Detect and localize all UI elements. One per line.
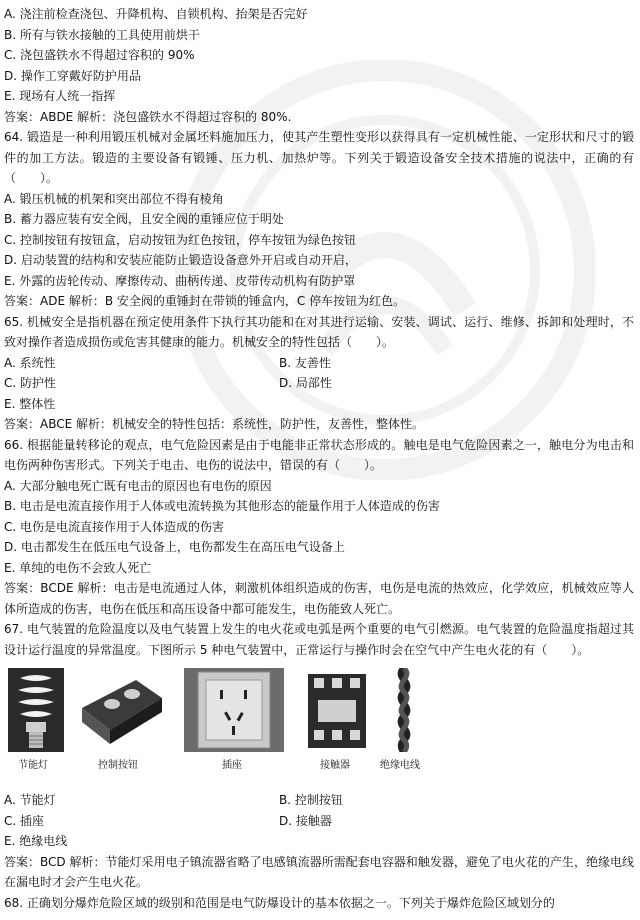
option-line: B. 电击是电流直接作用于人体或电流转换为其他形态的能量作用于人体造成的伤害 bbox=[4, 499, 440, 513]
question-64: 64. 锻造是一种利用锻压机械对金属坯料施加压力，使其产生塑性变形以获得具有一定机械性能、一定形状和尺寸的锻件的加工方法。锻造的主要设备有锻锤、压力机、加热炉等。下列关于锻造设备安全技术措施的说法中，正确的有（ ）。 bbox=[4, 130, 634, 185]
option-line: A. 浇注前检查浇包、升降机构、自锁机构、抬架是否完好 bbox=[4, 7, 308, 21]
option: C. 防护性 bbox=[4, 376, 57, 390]
option-line: E. 绝缘电线 bbox=[4, 834, 68, 848]
answer-paragraph: 答案：BCD 解析：节能灯采用电子镇流器省略了电感镇流器所需配套电容器和触发器，避免了电火花的产生，绝缘电线在漏电时才会产生电火花。 bbox=[4, 854, 634, 889]
option-row bbox=[4, 790, 634, 811]
option: A. 节能灯 bbox=[4, 793, 56, 807]
image-caption: 插座 bbox=[222, 760, 242, 771]
option: C. 插座 bbox=[4, 813, 45, 828]
image-caption: 绝缘电线 bbox=[380, 760, 420, 771]
option-line: D. 启动装置的结构和安装应能防止锻造设备意外开启或自动开启， bbox=[4, 253, 357, 267]
document-body bbox=[4, 4, 634, 913]
image-caption: 节能灯 bbox=[18, 760, 48, 771]
option-line: A. 大部分触电死亡既有电击的原因也有电伤的原因 bbox=[4, 478, 272, 493]
option: D. 局部性 bbox=[279, 376, 332, 390]
question-66: 66. 根据能量转移论的观点，电气危险因素是由于电能非正常状态形成的。触电是电气危险因素之一，触电分为电击和电伤两种伤害形式。下列关于电击、电伤的说法中，错误的有（ ）。 bbox=[4, 437, 634, 472]
question-68: 68. 正确划分爆炸危险区域的级别和范围是电气防爆设计的基本依据之一。下列关于爆炸危险区域划分的 bbox=[4, 895, 555, 910]
option-line: C. 浇包盛铁水不得超过容积的 90% bbox=[4, 48, 195, 62]
option-line: C. 电伤是电流直接作用于人体造成的伤害 bbox=[4, 519, 225, 534]
option: B. 友善性 bbox=[279, 355, 331, 370]
option: B. 控制按钮 bbox=[279, 793, 343, 807]
option-line: D. 操作工穿戴好防护用品 bbox=[4, 68, 141, 83]
option-line: D. 电击都发生在低压电气设备上，电伤都发生在高压电气设备上 bbox=[4, 540, 345, 554]
option-line: E. 现场有人统一指挥 bbox=[4, 89, 116, 103]
question-67: 67. 电气装置的危险温度以及电气装置上发生的电火花或电弧是两个重要的电气引燃源。电气装置的危险温度指超过其设计运行温度的异常温度。下图所示 5 种电气装置中，正常运行与操作时会在空气中产生电火花的有（ ）。 bbox=[4, 622, 634, 657]
control-button-image bbox=[76, 668, 168, 752]
option-line: E. 整体性 bbox=[4, 396, 56, 411]
answer-line: 答案：ABCE 解析：机械安全的特性包括：系统性，防护性，友善性，整体性。 bbox=[4, 417, 425, 431]
option-row bbox=[4, 373, 634, 394]
image-caption: 接触器 bbox=[320, 760, 350, 771]
option-line: A. 锻压机械的机架和突出部位不得有棱角 bbox=[4, 191, 224, 206]
answer-line: 答案：ABDE 解析：浇包盛铁水不得超过容积的 80%. bbox=[4, 109, 292, 124]
device-images bbox=[4, 668, 634, 788]
energy-saving-lamp-image bbox=[8, 668, 64, 752]
contactor-image bbox=[304, 668, 370, 752]
option-line: E. 外露的齿轮传动、摩擦传动、曲柄传递、皮带传动机构有防护罩 bbox=[4, 273, 356, 288]
socket-image bbox=[184, 668, 284, 752]
option-row bbox=[4, 353, 634, 374]
answer-line: 答案：ADE 解析：B 安全阀的重锤封在带锁的锤盒内，C 停车按钮为红色。 bbox=[4, 294, 406, 308]
option: A. 系统性 bbox=[4, 355, 56, 370]
option-row bbox=[4, 811, 634, 832]
option: D. 接触器 bbox=[279, 813, 332, 828]
question-65: 65. 机械安全是指机器在预定使用条件下执行其功能和在对其进行运输、安装、调试、运行、维修、拆卸和处理时，不致对操作者造成损伤或危害其健康的能力。机械安全的特性包括（ ）。 bbox=[4, 314, 634, 349]
insulated-wire-image bbox=[392, 668, 416, 752]
option-line: E. 单纯的电伤不会致人死亡 bbox=[4, 560, 152, 575]
answer-paragraph: 答案：BCDE 解析：电击是电流通过人体，刺激机体组织造成的伤害，电伤是电流的热效应，化学效应，机械效应等人体所造成的伤害，电伤在低压和高压设备中都可能发生，电伤能致人死亡。 bbox=[4, 581, 634, 616]
image-caption: 控制按钮 bbox=[98, 760, 138, 771]
option-line: B. 所有与铁水接触的工具使用前烘干 bbox=[4, 27, 200, 42]
option-line: B. 蓄力器应装有安全阀，且安全阀的重锤应位于明处 bbox=[4, 212, 284, 226]
option-line: C. 控制按钮有按钮盒，启动按钮为红色按钮，停车按钮为绿色按钮 bbox=[4, 232, 357, 247]
